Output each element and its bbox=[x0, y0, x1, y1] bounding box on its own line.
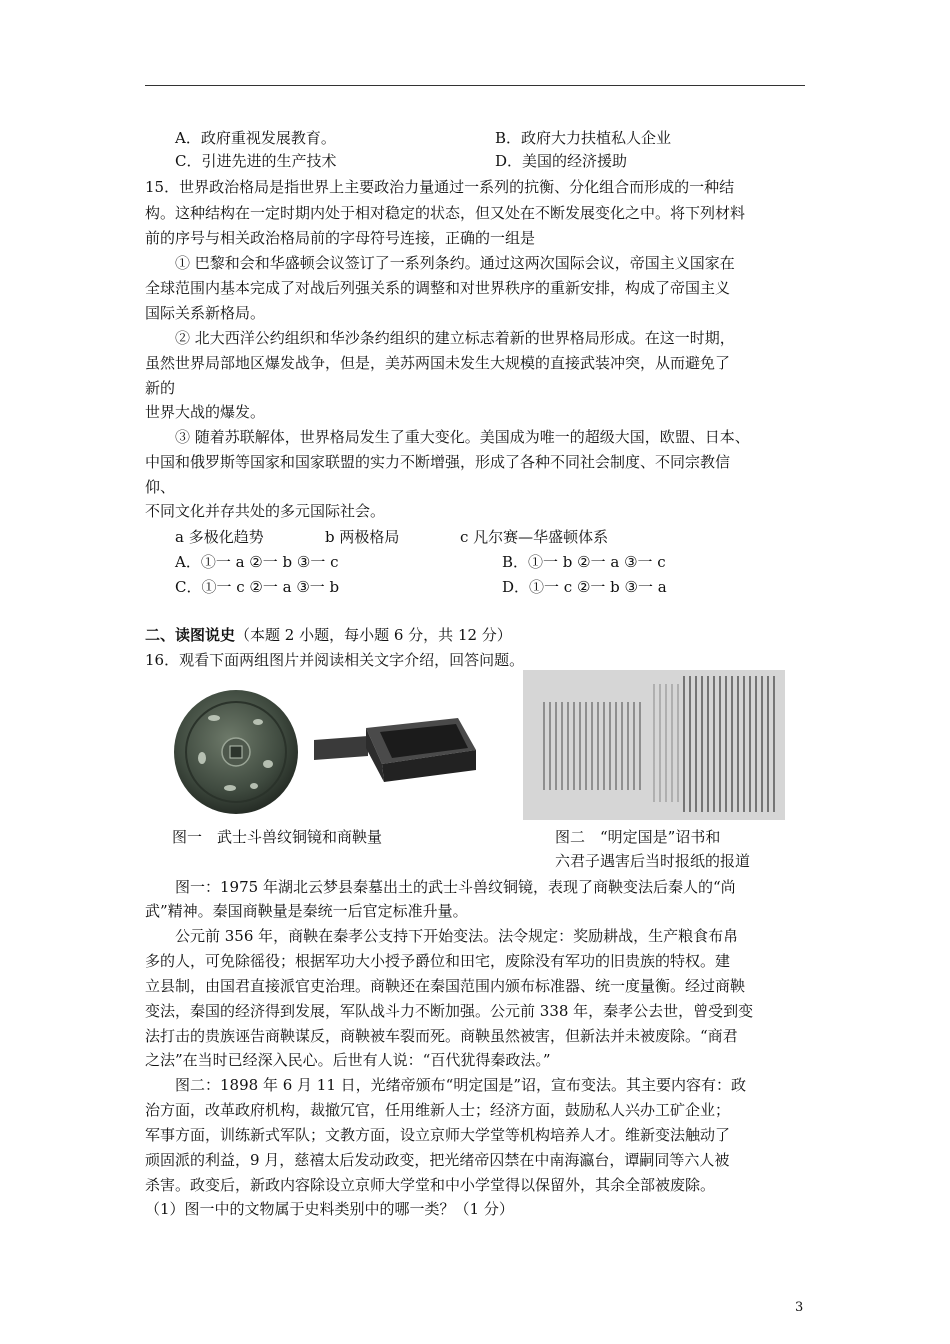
q15-choice-a: a 多极化趋势 bbox=[175, 528, 264, 546]
q16-paragraph: 变法，秦国的经济得到发展，军队战斗力不断加强。公元前 338 年，秦孝公去世，曾受到变 bbox=[145, 1002, 754, 1020]
q15-stem-line: 前的序号与相关政治格局前的字母符号连接，正确的一组是 bbox=[145, 229, 536, 247]
q16-subquestion-1: （1）图一中的文物属于史料类别中的哪一类？（1 分） bbox=[145, 1200, 514, 1218]
q16-paragraph: 顽固派的利益，9 月，慈禧太后发动政变，把光绪帝囚禁在中南海瀛台，谭嗣同等六人被 bbox=[145, 1151, 730, 1169]
bronze-mirror-image bbox=[172, 688, 300, 816]
q15-material-2: 世界大战的爆发。 bbox=[145, 403, 266, 421]
section-note: （本题 2 小题，每小题 6 分，共 12 分） bbox=[235, 626, 512, 644]
q15-option-c: C．①一 c ②一 a ③一 b bbox=[175, 578, 340, 596]
figure2-caption: 图二 “明定国是”诏书和 bbox=[555, 828, 721, 846]
section-heading bbox=[145, 624, 810, 646]
figure2-caption-line2: 六君子遇害后当时报纸的报道 bbox=[555, 852, 751, 870]
q14-option-c: C．引进先进的生产技术 bbox=[175, 152, 337, 170]
q16-paragraph: 治方面，改革政府机构，裁撤冗官，任用维新人士；经济方面，鼓励私人兴办工矿企业； bbox=[145, 1101, 731, 1119]
page-number: 3 bbox=[795, 1300, 804, 1315]
q15-material-3: ③ 随着苏联解体，世界格局发生了重大变化。美国成为唯一的超级大国，欧盟、日本、 bbox=[175, 428, 750, 446]
q16-paragraph: 武”精神。秦国商鞅量是秦统一后官定标准升量。 bbox=[145, 902, 468, 920]
q15-stem-line: 15．世界政治格局是指世界上主要政治力量通过一系列的抗衡、分化组合而形成的一种结 bbox=[145, 178, 735, 196]
q15-option-a: A．①一 a ②一 b ③一 c bbox=[175, 553, 339, 571]
q15-option-d: D．①一 c ②一 b ③一 a bbox=[502, 578, 667, 596]
q15-material-1: 国际关系新格局。 bbox=[145, 304, 266, 322]
q14-option-d: D．美国的经济援助 bbox=[495, 152, 628, 170]
q16-paragraph: 法打击的贵族诬告商鞅谋反，商鞅被车裂而死。商鞅虽然被害，但新法并未被废除。“商君 bbox=[145, 1027, 738, 1045]
q15-material-3: 仰、 bbox=[145, 478, 176, 496]
q16-paragraph: 公元前 356 年，商鞅在秦孝公支持下开始变法。法令规定：奖励耕战，生产粮食布帛 bbox=[175, 927, 739, 945]
q16-paragraph: 军事方面，训练新式军队；文教方面，设立京师大学堂等机构培养人才。维新变法触动了 bbox=[145, 1126, 731, 1144]
q16-paragraph: 之法”在当时已经深入民心。后世有人说：“百代犹得秦政法。” bbox=[145, 1051, 551, 1069]
q16-paragraph: 图二：1898 年 6 月 11 日，光绪帝颁布“明定国是”诏，宣布变法。其主要内容有：政 bbox=[175, 1076, 746, 1094]
q16-paragraph: 多的人，可免除徭役；根据军功大小授予爵位和田宅，废除没有军功的旧贵族的特权。建 bbox=[145, 952, 731, 970]
section-title: 二、读图说史 bbox=[145, 626, 236, 644]
figure1-caption: 图一 武士斗兽纹铜镜和商鞅量 bbox=[172, 828, 383, 846]
q15-material-2: 虽然世界局部地区爆发战争，但是，美苏两国未发生大规模的直接武装冲突，从而避免了 bbox=[145, 354, 731, 372]
q15-material-3: 中国和俄罗斯等国家和国家联盟的实力不断增强，形成了各种不同社会制度、不同宗教信 bbox=[145, 453, 731, 471]
q16-paragraph: 图一：1975 年湖北云梦县秦墓出土的武士斗兽纹铜镜，表现了商鞅变法后秦人的“尚 bbox=[175, 878, 736, 896]
q15-choice-c: c 凡尔赛—华盛顿体系 bbox=[460, 528, 609, 546]
q16-paragraph: 杀害。政变后，新政内容除设立京师大学堂和中小学堂得以保留外，其余全部被废除。 bbox=[145, 1176, 716, 1194]
q15-option-b: B．①一 b ②一 a ③一 c bbox=[502, 553, 666, 571]
q15-material-3: 不同文化并存共处的多元国际社会。 bbox=[145, 502, 386, 520]
q14-option-b: B．政府大力扶植私人企业 bbox=[495, 129, 672, 147]
edict-text-block bbox=[653, 684, 681, 802]
shang-yang-measure-image bbox=[310, 712, 480, 784]
q15-material-2: ② 北大西洋公约组织和华沙条约组织的建立标志着新的世界格局形成。在这一时期， bbox=[175, 329, 735, 347]
q15-material-1: 全球范围内基本完成了对战后列强关系的调整和对世界秩序的重新安排，构成了帝国主义 bbox=[145, 279, 731, 297]
q15-stem-line: 构。这种结构在一定时期内处于相对稳定的状态，但又处在不断发展变化之中。将下列材料 bbox=[145, 204, 746, 222]
header-rule bbox=[145, 85, 805, 86]
edict-text-block bbox=[543, 702, 643, 790]
q16-stem: 16．观看下面两组图片并阅读相关文字介绍，回答问题。 bbox=[145, 651, 525, 669]
q15-material-1: ① 巴黎和会和华盛顿会议签订了一系列条约。通过这两次国际会议，帝国主义国家在 bbox=[175, 254, 735, 272]
newspaper-text-block bbox=[683, 676, 777, 812]
q16-paragraph: 立县制，由国君直接派官吏治理。商鞅还在秦国范围内颁布标准器、统一度量衡。经过商鞅 bbox=[145, 977, 746, 995]
q14-option-a: A．政府重视发展教育。 bbox=[175, 129, 336, 147]
q15-choice-b: b 两极格局 bbox=[325, 528, 400, 546]
q15-material-2: 新的 bbox=[145, 379, 176, 397]
edict-newspaper-image bbox=[523, 670, 785, 820]
